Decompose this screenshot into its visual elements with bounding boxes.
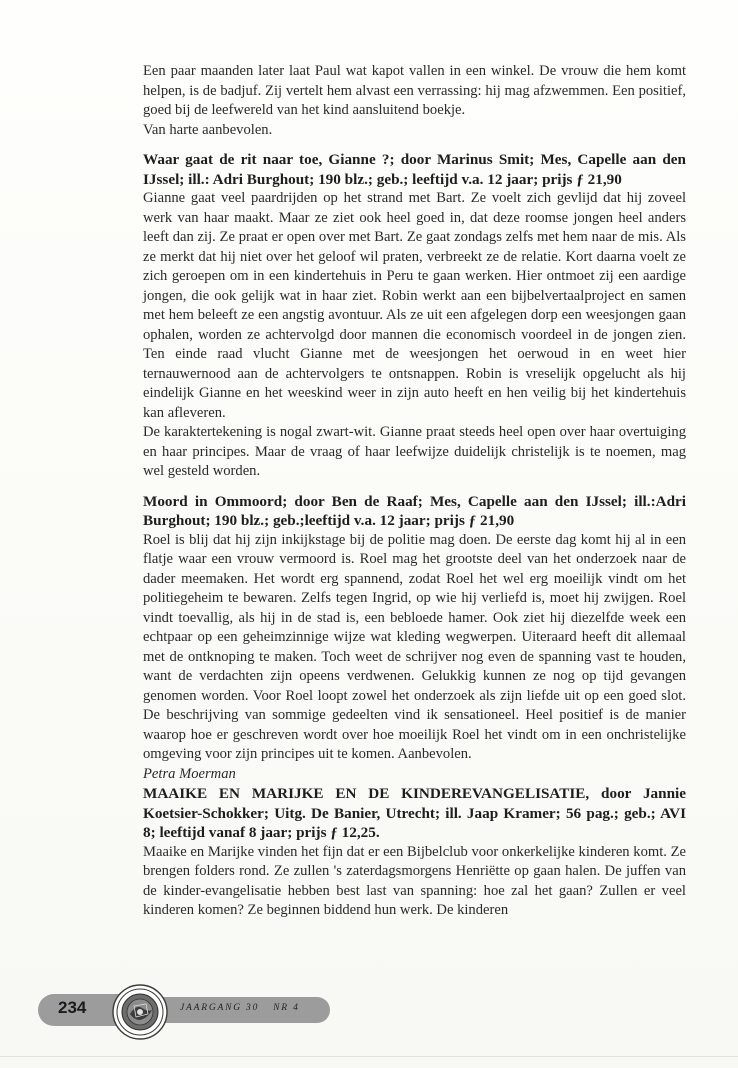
intro-recommendation: Van harte aanbevolen. [143,121,273,138]
bottom-edge-rule [0,1056,738,1057]
intro-paragraph: Een paar maanden later laat Paul wat kapot vallen in een winkel. De vrouw die hem komt helpen, is de badjuf. Zij vertelt hem alvast een verrassing: hij mag afzwemmen. Een positief, goed bij de leefwereld van het kind aansluitend boekje. [143,63,686,118]
review-body-ommoord: Roel is blij dat hij zijn inkijkstage bij de politie mag doen. De eerste dag komt hij al in een flatje waar een vrouw vermoord is. Roel mag het grootste deel van het onderzoek naar de dader meemaken. Het wordt erg spannend, zodat Roel het wel erg moeilijk vindt om het politiegeheim te bewaren. Zelfs tegen Ingrid, op wie hij verliefd is, moet hij zwijgen. Roel vindt toevallig, als hij in de stad is, een bebloede hamer. Ook ziet hij diezelfde week een echtpaar op een geheimzinnige wijze wat kleding wegwerpen. Uiteraard heeft dit allemaal met de ontknoping te maken. Toch weet de schrijver nog even de spanning vast te houden, want de verdachten zijn opeens verdwenen. Gelukkig kunnen ze nog op tijd gevangen genomen worden. Voor Roel loopt zowel het onderzoek als zijn liefde uit op een goed slot. De beschrijving van sommige gedeelten vind ik sensationeel. Heel positief is de manier waarop hoe er geschreven wordt over hoe moeilijk Roel het vindt om in een onchristelijke omgeving voor zijn principes uit te komen. Aanbevolen. [143,531,686,762]
text-column [143,62,686,921]
review-heading-ommoord: Moord in Ommoord; door Ben de Raaf; Mes, Capelle aan den IJssel; ill.:Adri Burghout; 190 blz.; geb.;leeftijd v.a. 12 jaar; prijs ƒ 21,90 [143,492,686,529]
page-number: 234 [58,998,87,1017]
reviewer-signature: Petra Moerman [143,765,236,782]
review-heading-maaike: MAAIKE EN MARIJKE EN DE KINDEREVANGELISATIE, door Jannie Koetsier-Schokker; Uitg. De Banier, Utrecht; ill. Jaap Kramer; 56 pag.; geb.; AVI 8; leeftijd vanaf 8 jaar; prijs ƒ 12,25. [143,785,686,841]
review-body-gianne: Gianne gaat veel paardrijden op het strand met Bart. Ze voelt zich gevlijd dat hij zoveel werk van haar maakt. Maar ze ziet ook heel goed in, dat deze roomse jongen heel anders leeft dan zij. Ze praat er open over met Bart. Ze gaat zondags zelfs met hem naar de mis. Als ze merkt dat hij niet over het geloof wil praten, verbreekt ze de relatie. Kort daarna voelt ze zich geroepen om in een kindertehuis in Peru te gaan werken. Hier ontmoet zij een aardige jongen, die ook gelijk wat in haar ziet. Robin werkt aan een bijbelvertaalproject en samen met hem beleeft ze een angstig avontuur. Als ze uit een afgelegen dorp een weesjongen gaan ophalen, worden ze achtervolgd door mannen die economisch voordeel in de jongen zien. Ten einde raad vlucht Gianne met de weesjongen het oerwoud in en weet hier ternauwernood aan de achtervolgers te ontsnappen. Robin is vreselijk opgelucht als hij eindelijk Gianne en het weeskind weer in zijn auto heeft en hen veilig bij het kindertehuis kan afleveren. [143,190,686,421]
issue-text: NR 4 [273,1003,300,1013]
volume-label [180,1003,300,1013]
journal-emblem-icon [112,984,168,1040]
review-body-maaike: Maaike en Marijke vinden het fijn dat er een Bijbelclub voor onkerkelijke kinderen komt. Ze brengen folders rond. Ze zullen 's zaterdagsmorgens Henriëtte op gaan halen. De juffen van de kinder-evangelisatie hebben best last van spanning: hoe zal het gaan? Zullen er veel kinderen komen? Ze beginnen biddend hun werk. De kinderen [143,843,686,918]
page-footer [38,986,338,1032]
review-heading-gianne: Waar gaat de rit naar toe, Gianne ?; door Marinus Smit; Mes, Capelle aan den IJssel; ill.: Adri Burghout; 190 blz.; geb.; leeftijd v.a. 12 jaar; prijs ƒ 21,90 [143,151,686,188]
review-verdict-gianne: De karaktertekening is nogal zwart-wit. Gianne praat steeds heel open over haar overtuiging en haar principes. Maar de vraag of haar leefwijze duidelijk christelijk is te noemen, mag wel gesteld worden. [143,424,686,479]
volume-text: JAARGANG 30 [180,1003,260,1013]
